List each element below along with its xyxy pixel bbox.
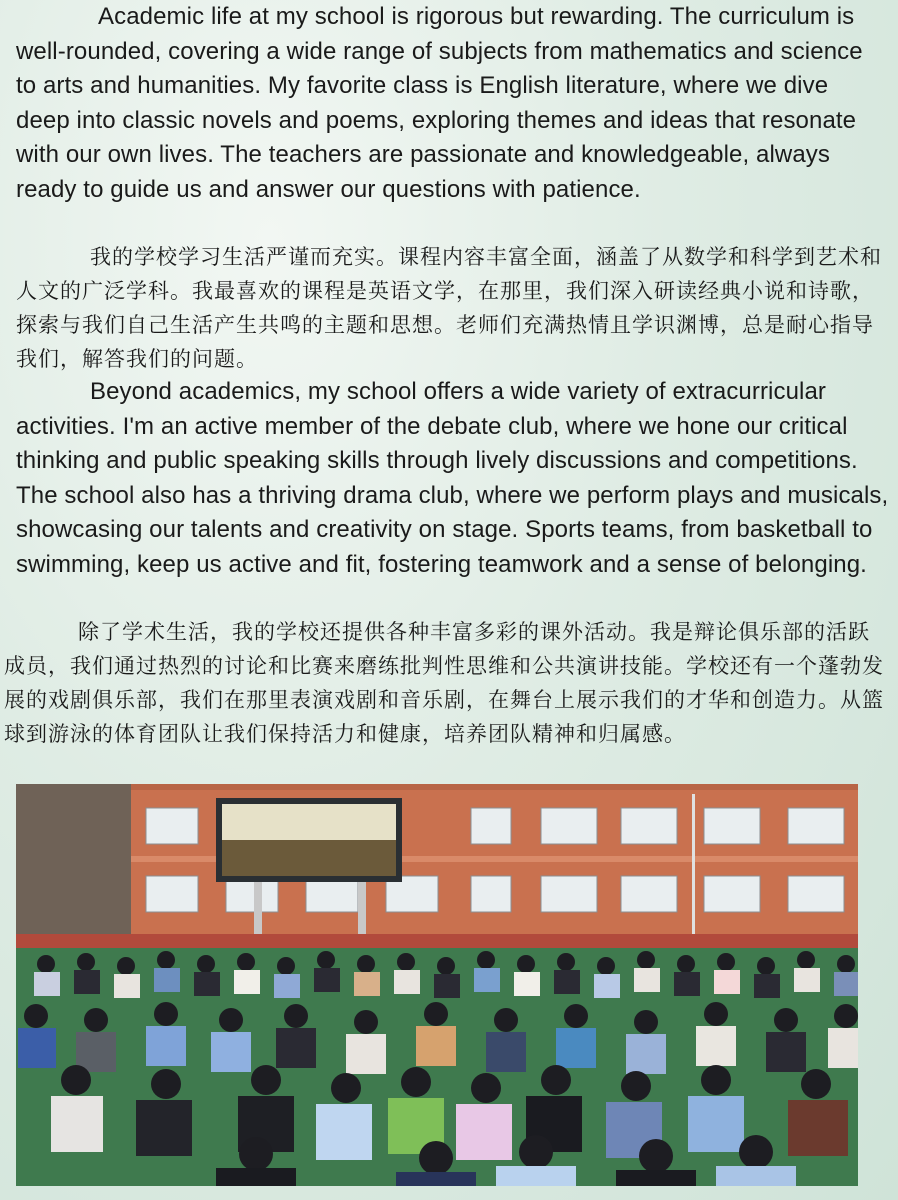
school-assembly-photo <box>16 784 858 1186</box>
flag-pole <box>692 794 695 949</box>
bare-trees <box>16 784 136 954</box>
led-screen-field <box>222 840 396 876</box>
paragraph-chinese-academics: 我的学校学习生活严谨而充实。课程内容丰富全面，涵盖了从数学和科学到艺术和人文的广泛学科。我最喜欢的课程是英语文学，在那里，我们深入研读经典小说和诗歌，探索与我们自己生活产生共鸣的主题和思想。老师们充满热情且学识渊博，总是耐心指导我们，解答我们的问题。 <box>16 245 882 371</box>
screen-post-left <box>254 882 262 934</box>
paragraph-english-academics: Academic life at my school is rigorous but rewarding. The curriculum is well-rounded, covering a wide range of subjects from mathematics and science to arts and humanities. My favorite class is English literature, where we dive deep into classic novels and poems, exploring themes and ideas that resonate with our own lives. The teachers are passionate and knowledgeable, always ready to guide us and answer our questions with patience. <box>16 3 863 203</box>
paragraph-english-activities: Beyond academics, my school offers a wide variety of extracurricular activities. I'm an active member of the debate club, where we hone our critical thinking and public speaking skills through lively discussions and competitions. The school also has a thriving drama club, where we perform plays and musicals, showcasing our talents and creativity on stage. Sports teams, from basketball to swimming, keep us active and fit, fostering teamwork and a sense of belonging. <box>16 378 889 578</box>
paragraph-chinese-activities: 除了学术生活，我的学校还提供各种丰富多彩的课外活动。我是辩论俱乐部的活跃成员，我们通过热烈的讨论和比赛来磨练批判性思维和公共演讲技能。学校还有一个蓬勃发展的戏剧俱乐部，我们在那里表演戏剧和音乐剧，在舞台上展示我们的才华和创造力。从篮球到游泳的体育团队让我们保持活力和健康，培养团队精神和归属感。 <box>4 620 884 746</box>
led-screen-sky <box>222 804 396 840</box>
screen-post-right <box>358 882 366 934</box>
running-track <box>16 934 858 948</box>
photo-illustration <box>16 784 858 1186</box>
building-roofline <box>131 784 858 790</box>
